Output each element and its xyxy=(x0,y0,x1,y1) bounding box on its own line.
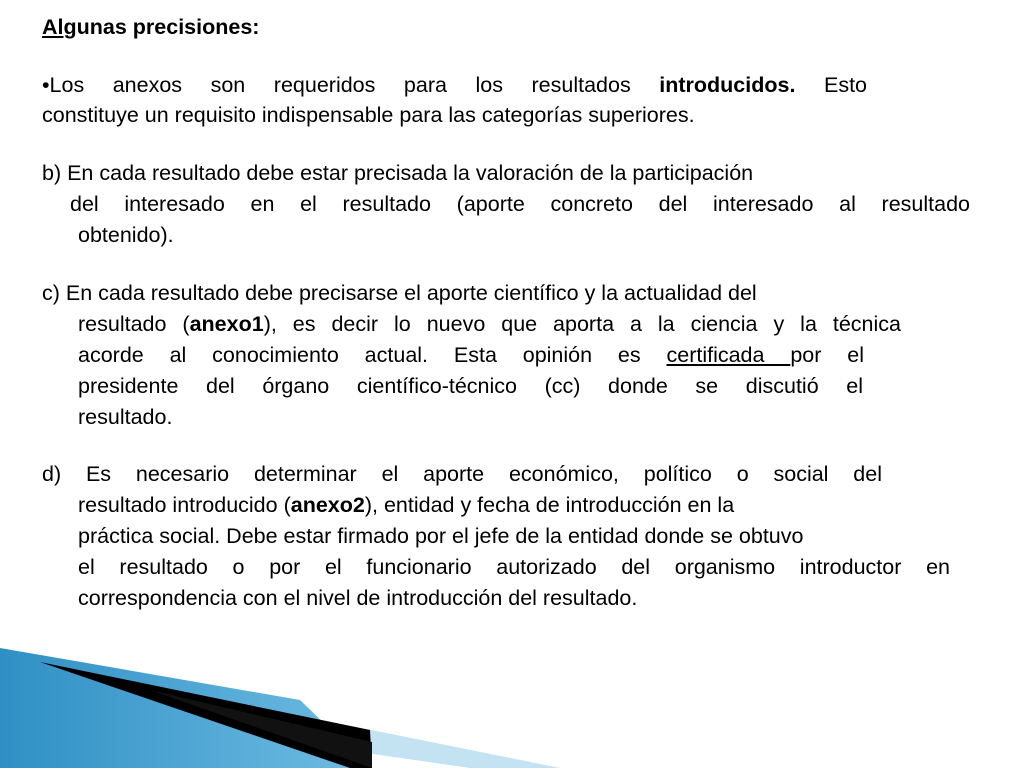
para-c-line-1: c) En cada resultado debe precisarse el aporte científico y la actualidad del xyxy=(42,281,757,305)
heading-underlined: Al xyxy=(42,15,64,39)
certificada-underlined: certificada xyxy=(666,343,791,367)
bullet-text-end: Esto xyxy=(795,73,867,97)
para-d-text-end: ), entidad y fecha de introducción en la xyxy=(364,493,735,517)
para-b-line-3: obtenido). xyxy=(78,223,174,247)
para-d-text: resultado introducido ( xyxy=(78,493,291,517)
para-d-line-4: el resultado o por el funcionario autorizado del organismo introductor en xyxy=(78,555,950,579)
para-c-line-4: presidente del órgano científico-técnico (cc) donde se discutió el xyxy=(78,374,863,398)
para-d-line-3: práctica social. Debe estar firmado por el jefe de la entidad donde se obtuvo xyxy=(78,524,804,548)
para-c-text: acorde al conocimiento actual. Esta opinión es xyxy=(78,343,667,367)
heading-rest: gunas precisiones: xyxy=(63,15,260,39)
para-c-text-end: por el xyxy=(790,343,864,367)
para-d-line-1: d) Es necesario determinar el aporte económico, político o social del xyxy=(42,462,882,486)
anexo2-bold: anexo2 xyxy=(290,493,365,517)
bullet-bold: introducidos. xyxy=(659,73,796,97)
para-c-text: resultado ( xyxy=(78,312,190,336)
anexo1-bold: anexo1 xyxy=(189,312,264,336)
para-b-line-2: del interesado en el resultado (aporte concreto del interesado al resultado xyxy=(70,192,970,216)
para-d-line-5: correspondencia con el nivel de introducción del resultado. xyxy=(78,586,638,610)
para-b-line-1: b) En cada resultado debe estar precisada la valoración de la participación xyxy=(42,161,754,185)
bullet-line-2: constituye un requisito indispensable para las categorías superiores. xyxy=(42,103,695,127)
bullet-text: •Los anexos son requeridos para los resultados xyxy=(42,73,660,97)
para-c-text-end: ), es decir lo nuevo que aporta a la ciencia y la técnica xyxy=(263,312,901,336)
para-c-line-5: resultado. xyxy=(78,405,173,429)
